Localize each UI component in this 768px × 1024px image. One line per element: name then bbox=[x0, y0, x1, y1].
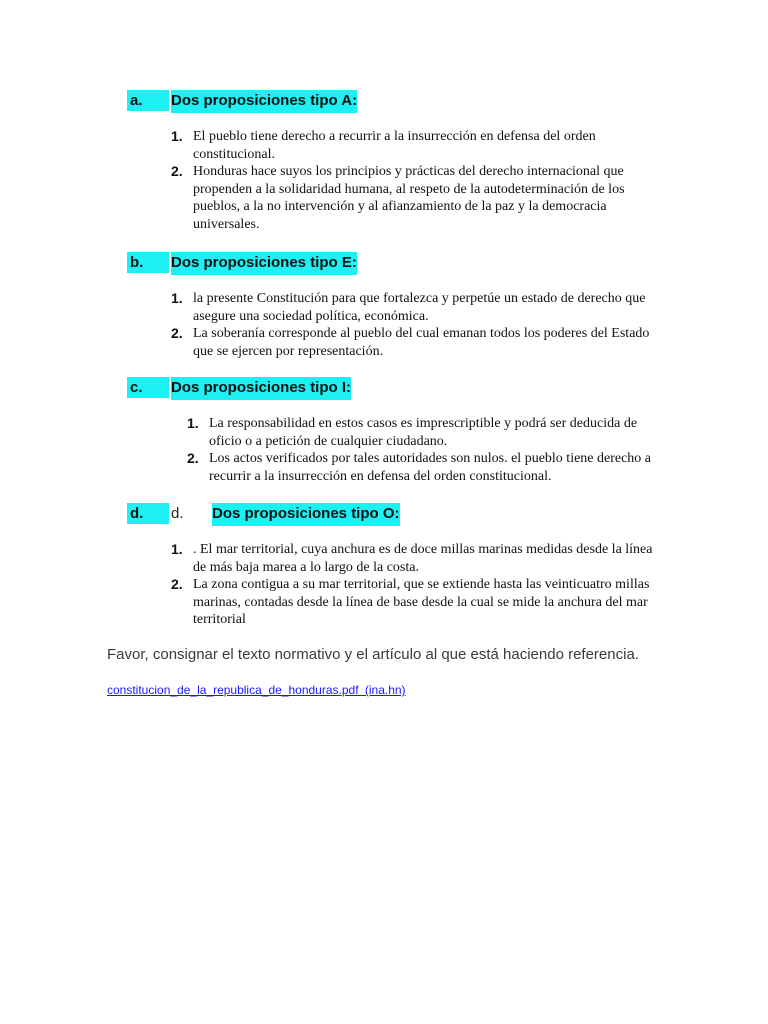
item-text: La soberanía corresponde al pueblo del cual emanan todos los poderes del Estado que se ejercen por representación. bbox=[193, 326, 650, 359]
section-c-heading bbox=[0, 377, 768, 399]
section-c-list bbox=[187, 415, 667, 485]
list-item bbox=[171, 576, 671, 629]
item-number: 2. bbox=[171, 163, 183, 179]
section-d-heading bbox=[0, 503, 768, 525]
item-text: . El mar territorial, cuya anchura es de doce millas marinas medidas desde la línea de más baja marea a lo largo de la costa. bbox=[193, 542, 653, 575]
item-text: El pueblo tiene derecho a recurrir a la insurrección en defensa del orden constitucional. bbox=[193, 129, 596, 162]
section-a-heading bbox=[0, 90, 768, 112]
item-number: 2. bbox=[187, 450, 199, 466]
section-a-letter: a. bbox=[130, 92, 143, 109]
section-b-heading bbox=[0, 252, 768, 274]
list-item bbox=[171, 163, 671, 233]
list-item bbox=[187, 415, 667, 450]
list-item bbox=[187, 450, 667, 485]
section-d-title: Dos proposiciones tipo O: bbox=[212, 503, 400, 526]
constitution-pdf-link[interactable]: constitucion_de_la_republica_de_honduras.pdf (ina.hn) bbox=[107, 683, 406, 697]
item-number: 1. bbox=[171, 541, 183, 557]
item-number: 1. bbox=[171, 128, 183, 144]
section-b-title: Dos proposiciones tipo E: bbox=[171, 252, 357, 275]
item-number: 2. bbox=[171, 325, 183, 341]
item-text: Los actos verificados por tales autoridades son nulos. el pueblo tiene derecho a recurrir a la insurrección en defensa del orden constitucional. bbox=[209, 451, 652, 484]
item-text: La zona contigua a su mar territorial, que se extiende hasta las veinticuatro millas marinas, contadas desde la línea de base desde la cual se mide la anchura del mar territorial bbox=[193, 577, 650, 627]
item-number: 1. bbox=[187, 415, 199, 431]
closing-instruction: Favor, consignar el texto normativo y el artículo al que está haciendo referencia. bbox=[107, 646, 639, 663]
item-text: la presente Constitución para que fortalezca y perpetúe un estado de derecho que asegure una sociedad política, económica. bbox=[193, 291, 646, 324]
list-item bbox=[171, 128, 671, 163]
section-a-title: Dos proposiciones tipo A: bbox=[171, 90, 357, 113]
section-d-list bbox=[171, 541, 671, 629]
section-d-extra-letter: d. bbox=[171, 505, 184, 522]
list-item bbox=[171, 541, 671, 576]
item-number: 1. bbox=[171, 290, 183, 306]
section-b-list bbox=[171, 290, 671, 360]
section-c-title: Dos proposiciones tipo I: bbox=[171, 377, 351, 400]
item-text: La responsabilidad en estos casos es imprescriptible y podrá ser deducida de oficio o a petición de cualquier ciudadano. bbox=[209, 416, 638, 449]
list-item bbox=[171, 325, 671, 360]
section-c-letter: c. bbox=[130, 379, 143, 396]
section-b-letter: b. bbox=[130, 254, 144, 271]
section-a-list bbox=[171, 128, 671, 233]
item-text: Honduras hace suyos los principios y prácticas del derecho internacional que propenden a la solidaridad humana, al respeto de la autodeterminación de los pueblos, a la no intervención y al afianzamiento de la paz y la democracia universales. bbox=[193, 164, 625, 232]
item-number: 2. bbox=[171, 576, 183, 592]
list-item bbox=[171, 290, 671, 325]
section-d-letter: d. bbox=[130, 505, 144, 522]
